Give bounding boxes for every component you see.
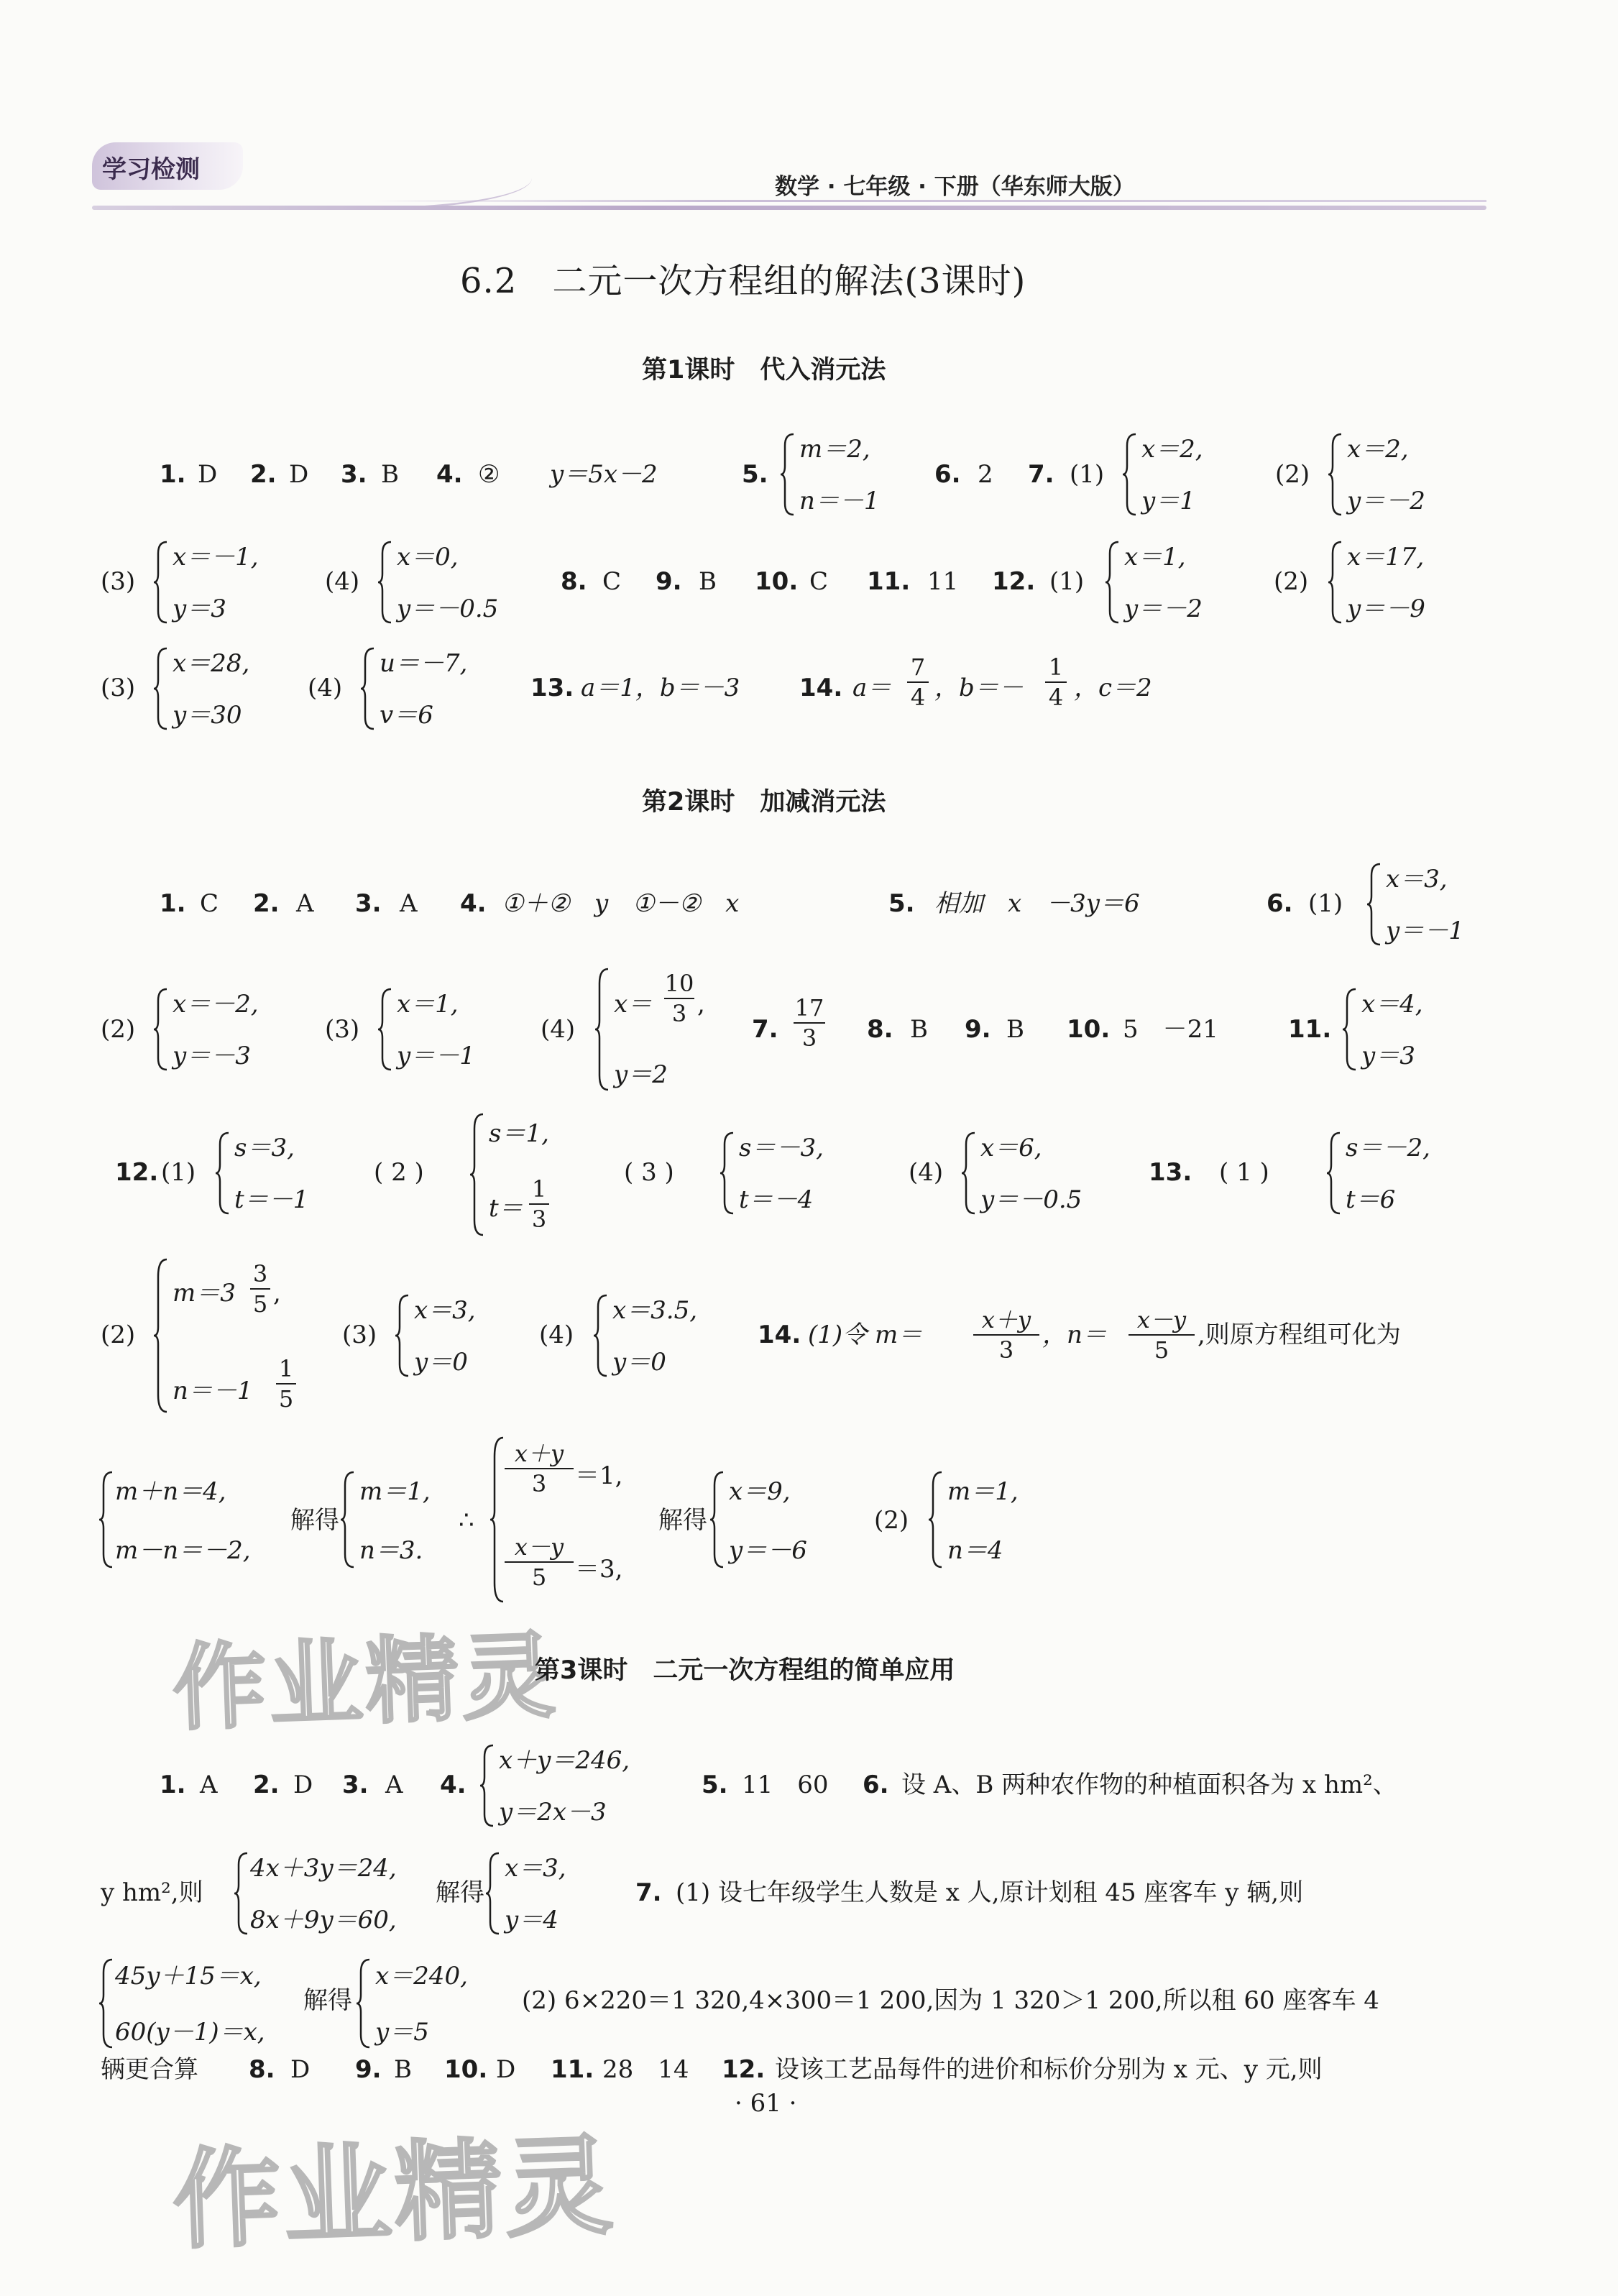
q-number: 11.: [1288, 1015, 1332, 1044]
answer: ，b＝－: [934, 674, 1024, 702]
answer: B: [910, 1015, 928, 1044]
part-label: (3): [101, 567, 136, 596]
brace-icon: [355, 1957, 372, 2050]
part-label: ( 2 ): [374, 1158, 424, 1187]
answer: 相加 x －3y＝6: [934, 889, 1140, 918]
denominator: 3: [531, 1470, 547, 1497]
q-number: 4.: [436, 460, 463, 489]
system-row: ＝1,: [575, 1461, 623, 1490]
fraction: [907, 653, 929, 711]
system-row: x＝4,: [1361, 990, 1423, 1019]
q-number: 6.: [1267, 889, 1293, 918]
system-row: y＝2x－3: [499, 1798, 607, 1827]
answer: B: [394, 2055, 412, 2084]
part-label: ( 1 ): [1219, 1158, 1269, 1187]
watermark-bottom: 作业精灵: [170, 2123, 618, 2264]
header-book-title: 数学 · 七年级 · 下册（华东师大版）: [775, 174, 1135, 200]
part-label: ( 3 ): [624, 1158, 674, 1187]
numerator: 1: [1048, 653, 1064, 681]
brace-icon: [377, 539, 394, 625]
answer: 设该工艺品每件的进价和标价分别为 x 元、y 元,则: [775, 2055, 1323, 2084]
fraction: [529, 1177, 549, 1231]
part-label: (4): [909, 1158, 944, 1187]
answer: A: [296, 889, 314, 918]
part-label: (4): [539, 1321, 574, 1349]
numerator: x－y: [514, 1533, 564, 1561]
q-number: 14.: [799, 674, 843, 702]
therefore-symbol: ∴: [459, 1506, 474, 1535]
q-number: 5.: [888, 889, 915, 918]
system-row: x＝2,: [1141, 435, 1203, 464]
system-row: x＝6,: [980, 1134, 1042, 1162]
denominator: 5: [252, 1290, 268, 1318]
part-label: (1): [1049, 567, 1085, 596]
answer: C: [809, 567, 829, 596]
numerator: 17: [794, 994, 824, 1021]
system-row: x＝1,: [397, 990, 459, 1019]
system-row: x＝17,: [1347, 543, 1425, 571]
part-label: (4): [308, 674, 343, 702]
system-row: s＝－2,: [1346, 1134, 1430, 1162]
answer: D: [496, 2055, 516, 2084]
part-label: (4): [541, 1015, 576, 1044]
brace-icon: [1327, 539, 1344, 625]
system-row: s＝1,: [489, 1119, 549, 1148]
system-row: t＝6: [1346, 1185, 1396, 1214]
numerator: 1: [531, 1175, 547, 1203]
section-title-3: 第3课时 二元一次方程组的简单应用: [535, 1656, 955, 1685]
brace-icon: [489, 1435, 506, 1604]
q-number: 9.: [656, 567, 682, 596]
system-row: x＝240,: [375, 1962, 468, 1990]
brace-icon: [1341, 986, 1359, 1073]
system-row: y＝3: [173, 594, 226, 623]
brace-icon: [479, 1742, 496, 1829]
q-number: 8.: [561, 567, 587, 596]
denominator: 5: [278, 1385, 294, 1413]
q-number: 6.: [934, 460, 961, 489]
brace-icon: [359, 646, 377, 732]
system-row: n＝3.: [359, 1536, 423, 1565]
system-row: m－n＝－2,: [115, 1536, 251, 1565]
system-row: s＝－3,: [739, 1134, 824, 1162]
system-row: y＝－2: [1347, 487, 1425, 515]
q-number: 10.: [755, 567, 799, 596]
header-badge-text: 学习检测: [102, 155, 200, 184]
system-row: n＝－1: [799, 487, 880, 515]
q-number: 7.: [1028, 460, 1054, 489]
part-label: (2): [101, 1015, 136, 1044]
page-number: · 61 ·: [735, 2089, 797, 2118]
part-label: (2): [1275, 460, 1310, 489]
system-row: x＝3,: [1386, 865, 1448, 894]
watermark-top: 作业精灵: [170, 1620, 560, 1744]
q-number: 2.: [250, 460, 277, 489]
system-row: x＝3.5,: [612, 1296, 698, 1325]
answer: 解得: [658, 1506, 707, 1535]
system-row: ,: [273, 1279, 281, 1308]
part-label: (2): [101, 1321, 136, 1349]
brace-icon: [709, 1469, 726, 1570]
system-row: m＋n＝4,: [115, 1477, 226, 1506]
system-row: t＝: [489, 1194, 523, 1223]
brace-icon: [152, 646, 170, 732]
answer: D: [293, 1771, 313, 1799]
q-number: 8.: [867, 1015, 893, 1044]
system-row: x＝3,: [414, 1296, 476, 1325]
brace-icon: [960, 1130, 978, 1216]
system-row: n＝－1: [173, 1377, 253, 1405]
answer: 解得: [436, 1878, 484, 1907]
system-row: 8x＋9y＝60,: [250, 1906, 397, 1934]
q-number: 2.: [253, 889, 280, 918]
part-label: (1): [161, 1158, 196, 1187]
brace-icon: [592, 1292, 610, 1379]
system-row: y＝－9: [1347, 594, 1425, 623]
brace-icon: [214, 1130, 231, 1216]
part-label: (1): [1070, 460, 1105, 489]
system-row: 4x＋3y＝24,: [250, 1854, 397, 1883]
brace-icon: [339, 1469, 357, 1570]
fraction: [1045, 653, 1067, 711]
q-number: 1.: [160, 460, 186, 489]
fraction: [664, 972, 694, 1025]
part-label: (3): [342, 1321, 377, 1349]
q-number: 7.: [752, 1015, 778, 1044]
system-row: m＝1,: [947, 1477, 1019, 1506]
answer: B: [1006, 1015, 1024, 1044]
brace-icon: [152, 986, 170, 1073]
numerator: 10: [664, 970, 694, 997]
answer: ，n＝: [1042, 1321, 1107, 1349]
system-row: y＝－3: [173, 1042, 251, 1070]
system-row: ＝3,: [575, 1555, 623, 1584]
q-number: 1.: [160, 889, 186, 918]
brace-icon: [152, 1257, 170, 1415]
brace-icon: [377, 986, 394, 1073]
q-number: 12.: [722, 2055, 766, 2084]
brace-icon: [719, 1130, 736, 1216]
answer: y＝5x－2: [550, 460, 658, 489]
system-row: y＝2: [614, 1060, 668, 1089]
answer: ，c＝2: [1074, 674, 1152, 702]
brace-icon: [1366, 861, 1383, 947]
system-row: y＝－1: [1386, 917, 1464, 945]
brace-icon: [1325, 1130, 1343, 1216]
answer: D: [198, 460, 218, 489]
system-row: y＝－0.5: [397, 594, 499, 623]
system-row: s＝3,: [234, 1134, 295, 1162]
system-row: x＋y＝246,: [499, 1746, 630, 1775]
system-row: t＝－1: [234, 1185, 309, 1214]
part-label: (4): [325, 567, 360, 596]
answer: 解得: [303, 1986, 352, 2015]
brace-icon: [594, 966, 611, 1093]
system-row: 45y＋15＝x,: [115, 1962, 262, 1990]
answer: 11 60: [742, 1771, 829, 1799]
system-row: x＝9,: [729, 1477, 791, 1506]
q-number: 6.: [863, 1771, 889, 1799]
fraction: [505, 1535, 574, 1589]
header-rule: [92, 206, 1486, 210]
brace-icon: [1104, 539, 1121, 625]
fraction: [276, 1355, 296, 1413]
fraction: [250, 1260, 270, 1318]
header-swoosh: [374, 178, 532, 209]
system-row: u＝－7,: [380, 649, 468, 678]
q-number: 3.: [341, 460, 367, 489]
answer: (2) 6×220＝1 320,4×300＝1 200,因为 1 320＞1 200,所以租 60 座客车 4: [522, 1986, 1379, 2015]
q-number: 7.: [635, 1878, 662, 1907]
system-row: ,: [697, 990, 705, 1019]
section-title-1: 第1课时 代入消元法: [642, 356, 886, 385]
numerator: 1: [278, 1355, 294, 1382]
q-number: 5.: [702, 1771, 728, 1799]
denominator: 5: [531, 1563, 547, 1591]
q-number: 8.: [249, 2055, 275, 2084]
q-number: 4.: [460, 889, 487, 918]
q-number: 13.: [530, 674, 574, 702]
denominator: 3: [531, 1206, 547, 1233]
numerator: x－y: [1136, 1306, 1187, 1333]
system-row: y＝0: [414, 1348, 468, 1377]
brace-icon: [233, 1850, 250, 1937]
q-number: 12.: [115, 1158, 159, 1187]
section-title-2: 第2课时 加减消元法: [642, 788, 886, 817]
denominator: 4: [1048, 684, 1064, 711]
system-row: y＝5: [375, 2018, 429, 2047]
part-label: (2): [874, 1506, 909, 1535]
chapter-title: 6.2 二元一次方程组的解法(3课时): [460, 261, 1026, 301]
answer: a＝1，b＝－3: [581, 674, 740, 702]
brace-icon: [98, 1469, 115, 1570]
brace-icon: [394, 1292, 411, 1379]
answer: D: [289, 460, 309, 489]
system-row: y＝－0.5: [980, 1185, 1083, 1214]
system-row: y＝30: [173, 701, 242, 730]
answer: ①＋② y ①－② x: [502, 889, 740, 918]
system-row: x＝1,: [1124, 543, 1186, 571]
q-number: 5.: [742, 460, 768, 489]
system-row: y＝3: [1361, 1042, 1415, 1070]
answer: 11: [927, 567, 959, 596]
brace-icon: [469, 1111, 486, 1238]
answer: ,则原方程组可化为: [1198, 1321, 1401, 1349]
brace-icon: [779, 431, 796, 518]
answer: B: [381, 460, 399, 489]
answer: A: [385, 1771, 403, 1799]
system-row: x＝－2,: [173, 990, 259, 1019]
answer: B: [699, 567, 717, 596]
system-row: x＝28,: [173, 649, 250, 678]
fraction: [505, 1442, 574, 1495]
numerator: 7: [910, 653, 926, 681]
fraction: [1129, 1306, 1195, 1364]
answer: 辆更合算: [101, 2055, 198, 2084]
system-row: m＝1,: [359, 1477, 431, 1506]
q-number: 12.: [992, 567, 1036, 596]
q-number: 9.: [355, 2055, 382, 2084]
system-row: x＝0,: [397, 543, 459, 571]
answer: C: [200, 889, 219, 918]
q-number: 13.: [1149, 1158, 1192, 1187]
system-row: t＝－4: [739, 1185, 814, 1214]
answer: D: [290, 2055, 311, 2084]
q-number: 10.: [1067, 1015, 1111, 1044]
denominator: 5: [1154, 1336, 1169, 1364]
system-row: y＝0: [612, 1348, 666, 1377]
q-number: 11.: [551, 2055, 594, 2084]
q-number: 4.: [440, 1771, 466, 1799]
answer: A: [400, 889, 418, 918]
brace-icon: [98, 1957, 115, 2050]
brace-icon: [152, 539, 170, 625]
answer: (1) 设七年级学生人数是 x 人,原计划租 45 座客车 y 辆,则: [676, 1878, 1304, 1907]
system-row: n＝4: [947, 1536, 1003, 1565]
system-row: y＝－1: [397, 1042, 475, 1070]
system-row: x＝: [614, 990, 653, 1019]
numerator: 3: [252, 1260, 268, 1287]
q-number: 1.: [160, 1771, 186, 1799]
answer: a＝: [852, 674, 892, 702]
system-row: y＝－6: [729, 1536, 807, 1565]
q-number: 3.: [355, 889, 382, 918]
fraction: [973, 1306, 1039, 1364]
system-row: y＝1: [1141, 487, 1195, 515]
system-row: y＝－2: [1124, 594, 1203, 623]
part-label: (2): [1274, 567, 1309, 596]
q-number: 10.: [444, 2055, 488, 2084]
answer: 解得: [290, 1506, 339, 1535]
fraction: [794, 996, 825, 1050]
denominator: 3: [671, 1000, 687, 1027]
system-row: m＝2,: [799, 435, 870, 464]
system-row: x＝－1,: [173, 543, 259, 571]
q-number: 14.: [758, 1321, 801, 1349]
answer: 设 A、B 两种农作物的种植面积各为 x hm²、: [901, 1771, 1397, 1799]
numerator: x＋y: [981, 1306, 1031, 1333]
answer: ②: [478, 460, 500, 489]
part-label: (3): [101, 674, 136, 702]
part-label: (1): [1308, 889, 1343, 918]
system-row: y＝4: [505, 1906, 559, 1934]
answer: 28 14: [602, 2055, 689, 2084]
q-number: 9.: [965, 1015, 991, 1044]
numerator: x＋y: [514, 1440, 564, 1467]
q-number: 2.: [253, 1771, 280, 1799]
system-row: x＝3,: [505, 1854, 566, 1883]
denominator: 3: [998, 1336, 1014, 1364]
brace-icon: [1121, 431, 1139, 518]
part-label: (3): [325, 1015, 360, 1044]
answer: A: [200, 1771, 218, 1799]
brace-icon: [927, 1469, 944, 1570]
system-row: v＝6: [380, 701, 433, 730]
answer: C: [602, 567, 622, 596]
answer: y hm²,则: [101, 1878, 203, 1907]
q-number: 3.: [342, 1771, 369, 1799]
brace-icon: [1327, 431, 1344, 518]
q-number: 11.: [867, 567, 911, 596]
system-row: m＝3: [173, 1279, 236, 1308]
denominator: 3: [801, 1024, 817, 1052]
answer: 2: [978, 460, 993, 489]
brace-icon: [484, 1850, 502, 1937]
denominator: 4: [910, 684, 926, 711]
answer: (1)令 m＝: [808, 1321, 923, 1349]
system-row: x＝2,: [1347, 435, 1409, 464]
system-row: 60(y－1)＝x,: [115, 2018, 265, 2047]
answer: 5 －21: [1123, 1015, 1218, 1044]
